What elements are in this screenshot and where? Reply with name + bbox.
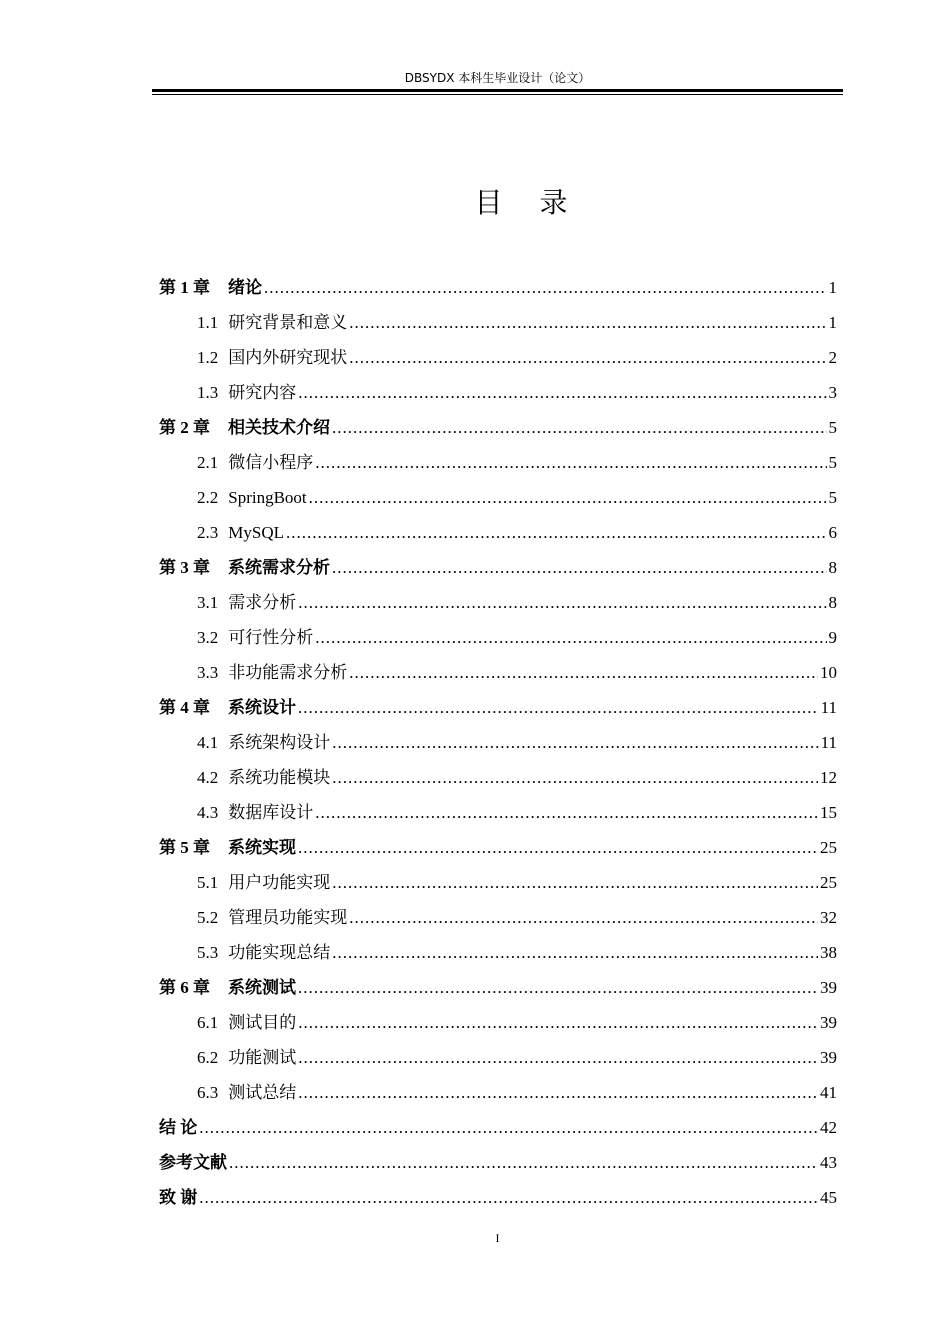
toc-entry-number: 4.1 [197,733,219,752]
toc-section-entry[interactable] [159,375,837,410]
toc-entry-label [197,900,347,935]
toc-dot-leader [298,1005,818,1040]
toc-dot-leader [349,900,818,935]
toc-dot-leader [229,1145,818,1180]
toc-entry-label [197,725,330,760]
toc-entry-number: 3.2 [197,628,219,647]
toc-entry-number: 1.1 [197,313,219,332]
toc-entry-title: 相关技术介绍 [228,418,330,437]
toc-entry-number: 第 3 章 [159,558,210,577]
toc-entry-label [197,445,313,480]
toc-entry-title: 微信小程序 [228,453,314,472]
toc-section-entry[interactable] [159,865,837,900]
toc-dot-leader [349,305,826,340]
toc-entry-number: 第 4 章 [159,698,210,717]
toc-section-entry[interactable] [159,340,837,375]
toc-entry-label [197,1040,296,1075]
toc-section-entry[interactable] [159,725,837,760]
toc-entry-number: 5.2 [197,908,219,927]
toc-entry-page: 11 [820,698,837,717]
toc-entry-number: 2.2 [197,488,219,507]
toc-entry-page: 39 [820,1048,837,1067]
toc-entry-label [197,865,330,900]
toc-entry-title: 数据库设计 [228,803,314,822]
header-rule-thin [152,94,843,95]
toc-chapter-entry[interactable] [159,690,837,725]
toc-section-entry[interactable] [159,480,837,515]
toc-entry-number: 6.3 [197,1083,219,1102]
toc-section-entry[interactable] [159,795,837,830]
toc-entry-page: 41 [820,1083,837,1102]
toc-section-entry[interactable] [159,935,837,970]
toc-entry-number: 5.3 [197,943,219,962]
toc-entry-title: 系统功能模块 [228,768,331,787]
toc-entry-page: 5 [828,453,837,472]
toc-entry-number: 2.1 [197,453,219,472]
toc-dot-leader [264,270,827,305]
toc-entry-title: 结 论 [159,1118,198,1137]
toc-entry-label [159,830,296,865]
toc-entry-page: 10 [820,663,837,682]
toc-dot-leader [332,865,818,900]
toc-section-entry[interactable] [159,445,837,480]
toc-entry-label [159,1110,197,1145]
toc-dot-leader [349,655,818,690]
toc-section-entry[interactable] [159,1075,837,1110]
toc-chapter-entry[interactable] [159,1180,837,1215]
toc-entry-number: 4.2 [197,768,219,787]
toc-entry-title: 系统实现 [228,838,296,857]
toc-entry-number: 第 1 章 [159,278,210,297]
toc-entry-title: 系统需求分析 [228,558,330,577]
toc-entry-page: 3 [828,383,837,402]
toc-entry-label [197,760,330,795]
toc-entry-page: 2 [828,348,837,367]
toc-section-entry[interactable] [159,760,837,795]
toc-entry-label [197,655,347,690]
toc-entry-label [159,1180,197,1215]
toc-entry-label [159,1145,227,1180]
toc-title: 目 录 [474,186,582,219]
toc-entry-page: 9 [828,628,837,647]
toc-entry-page: 1 [828,278,837,297]
toc-entry-label [197,935,330,970]
running-header: DBSYDX 本科生毕业设计（论文） [404,71,591,85]
toc-chapter-entry[interactable] [159,1145,837,1180]
toc-entry-label [197,340,347,375]
toc-dot-leader [332,760,818,795]
toc-entry-number: 3.3 [197,663,219,682]
toc-entry-title: 绪论 [228,278,262,297]
toc-entry-number: 3.1 [197,593,219,612]
toc-dot-leader [199,1180,818,1215]
toc-entry-page: 8 [828,558,837,577]
toc-section-entry[interactable] [159,515,837,550]
toc-entry-number: 第 2 章 [159,418,210,437]
header-rule-thick [152,89,843,92]
toc-chapter-entry[interactable] [159,410,837,445]
toc-entry-title: 系统设计 [228,698,296,717]
toc-entry-title: 功能测试 [228,1048,297,1067]
toc-entry-title: 国内外研究现状 [228,348,348,367]
toc-dot-leader [298,830,818,865]
toc-dot-leader [298,1075,818,1110]
toc-entry-page: 43 [820,1153,837,1172]
toc-chapter-entry[interactable] [159,550,837,585]
toc-section-entry[interactable] [159,620,837,655]
toc-entry-title: 用户功能实现 [228,873,331,892]
toc-entry-page: 32 [820,908,837,927]
toc-entry-number: 2.3 [197,523,219,542]
toc-entry-page: 5 [828,418,837,437]
table-of-contents [159,270,837,1215]
toc-dot-leader [332,410,827,445]
toc-section-entry[interactable] [159,585,837,620]
toc-entry-title: 需求分析 [228,593,297,612]
toc-entry-page: 6 [828,523,837,542]
toc-entry-title: 系统测试 [228,978,296,997]
toc-entry-label [159,690,296,725]
toc-entry-label [197,585,296,620]
toc-entry-title: 研究内容 [228,383,297,402]
toc-entry-title: 致 谢 [159,1188,198,1207]
toc-entry-label [197,305,347,340]
toc-chapter-entry[interactable] [159,270,837,305]
toc-entry-title: 非功能需求分析 [228,663,348,682]
toc-dot-leader [298,585,826,620]
toc-entry-title: 研究背景和意义 [228,313,348,332]
toc-entry-label [197,515,284,550]
toc-entry-page: 1 [828,313,837,332]
toc-entry-label [197,1005,296,1040]
toc-dot-leader [298,970,818,1005]
toc-entry-title: 系统架构设计 [228,733,331,752]
toc-entry-label [197,620,313,655]
toc-entry-number: 5.1 [197,873,219,892]
toc-entry-number: 1.3 [197,383,219,402]
toc-entry-label [159,410,330,445]
toc-chapter-entry[interactable] [159,1110,837,1145]
toc-dot-leader [315,445,826,480]
toc-entry-page: 5 [828,488,837,507]
toc-dot-leader [315,620,826,655]
toc-entry-number: 1.2 [197,348,219,367]
toc-dot-leader [315,795,818,830]
toc-entry-label [159,550,330,585]
toc-entry-title: 测试总结 [228,1083,297,1102]
toc-entry-page: 11 [820,733,837,752]
toc-chapter-entry[interactable] [159,830,837,865]
toc-entry-title: 可行性分析 [228,628,314,647]
toc-dot-leader [298,1040,818,1075]
toc-entry-page: 39 [820,978,837,997]
toc-entry-title: 功能实现总结 [228,943,331,962]
toc-section-entry[interactable] [159,1005,837,1040]
toc-entry-title: 管理员功能实现 [228,908,348,927]
toc-entry-label [197,480,307,515]
toc-entry-number: 第 5 章 [159,838,210,857]
toc-dot-leader [349,340,826,375]
toc-entry-number: 4.3 [197,803,219,822]
toc-entry-label [159,970,296,1005]
toc-entry-page: 38 [820,943,837,962]
toc-chapter-entry[interactable] [159,970,837,1005]
toc-entry-page: 45 [820,1188,837,1207]
toc-entry-title: SpringBoot [228,488,307,507]
toc-entry-page: 42 [820,1118,837,1137]
toc-dot-leader [298,690,819,725]
toc-entry-number: 6.1 [197,1013,219,1032]
toc-dot-leader [199,1110,818,1145]
toc-dot-leader [332,550,827,585]
toc-entry-title: 参考文献 [159,1153,227,1172]
toc-entry-page: 8 [828,593,837,612]
toc-entry-number: 6.2 [197,1048,219,1067]
toc-entry-title: MySQL [228,523,284,542]
toc-dot-leader [286,515,827,550]
toc-entry-page: 25 [820,838,837,857]
toc-entry-title: 测试目的 [228,1013,297,1032]
toc-entry-page: 25 [820,873,837,892]
toc-entry-label [197,795,313,830]
toc-section-entry[interactable] [159,900,837,935]
page-number: I [495,1231,500,1245]
toc-entry-page: 15 [820,803,837,822]
toc-section-entry[interactable] [159,305,837,340]
toc-entry-label [197,1075,296,1110]
toc-entry-page: 39 [820,1013,837,1032]
toc-entry-label [197,375,296,410]
toc-dot-leader [332,725,818,760]
toc-dot-leader [298,375,826,410]
toc-entry-label [159,270,262,305]
toc-dot-leader [332,935,818,970]
toc-section-entry[interactable] [159,1040,837,1075]
toc-entry-page: 12 [820,768,837,787]
toc-entry-number: 第 6 章 [159,978,210,997]
toc-section-entry[interactable] [159,655,837,690]
toc-dot-leader [309,480,827,515]
